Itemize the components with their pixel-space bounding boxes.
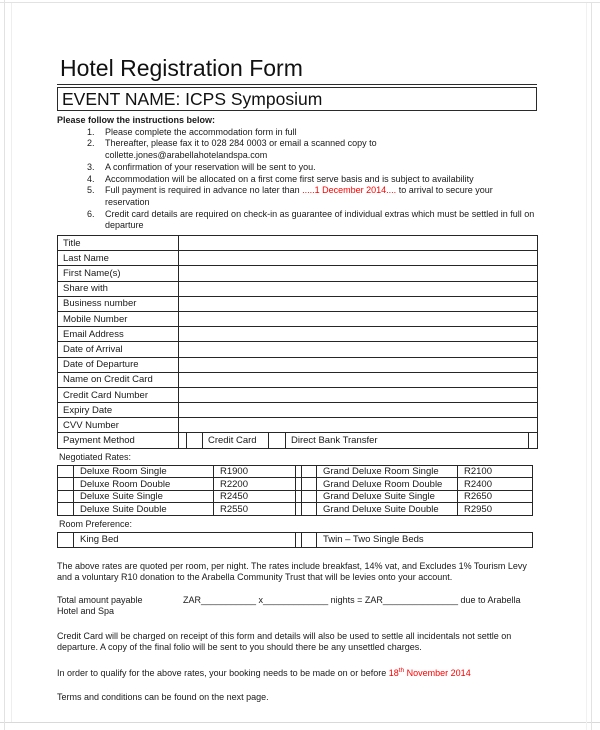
instruction-item	[57, 185, 537, 208]
payment-option-label: Direct Bank Transfer	[286, 433, 529, 448]
form-row-date-of-departure	[58, 357, 538, 372]
qualify-line	[57, 668, 535, 680]
room-checkbox[interactable]	[58, 465, 74, 478]
field-label: First Name(s)	[58, 266, 179, 281]
form-row-payment-method	[58, 433, 538, 448]
item-number: 1.	[87, 126, 95, 137]
item-number: 4.	[87, 173, 95, 184]
business-number-input-cell[interactable]	[179, 296, 538, 311]
room-checkbox[interactable]	[302, 503, 317, 516]
room-rate: R2550	[214, 503, 296, 516]
field-label: Mobile Number	[58, 311, 179, 326]
credit-card-note: Credit Card will be charged on receipt of this form and details will also be used to settle all incidentals not settle on departure. A copy of the final folio will be sent to you should there be any unsettled charges.	[57, 630, 512, 653]
room-checkbox[interactable]	[58, 503, 74, 516]
form-row-last-name	[58, 251, 538, 266]
item-number: 2.	[87, 138, 95, 149]
field-label: Expiry Date	[58, 403, 179, 418]
form-row-name-on-credit-card	[58, 372, 538, 387]
form-row-credit-card-number	[58, 387, 538, 402]
item-text: to arrival to secure your reservation	[105, 185, 493, 207]
item-number: 6.	[87, 208, 95, 219]
total-amount-label: Total amount payable	[57, 594, 143, 605]
room-preference-heading: Room Preference:	[59, 519, 133, 530]
room-rate: R2650	[458, 490, 533, 503]
bed-option-label: King Bed	[74, 533, 296, 548]
credit-card-checkbox[interactable]	[187, 433, 203, 448]
page-edge-bottom	[0, 722, 600, 723]
item-text: Thereafter, please fax it to 028 284 0003 or email a scanned copy to collette.jones@arabellahotelandspa.com	[105, 138, 377, 161]
form-row-email-address	[58, 327, 538, 342]
mobile-number-input-cell[interactable]	[179, 311, 538, 326]
email-address-input-cell[interactable]	[179, 327, 538, 342]
instruction-item	[57, 162, 537, 174]
field-label: Date of Departure	[58, 357, 179, 372]
instruction-item	[57, 174, 537, 186]
item-text: Credit card details are required on check-in as guarantee of individual extras which must be settled in full on departure	[105, 208, 535, 231]
date-of-departure-input-cell[interactable]	[179, 357, 538, 372]
total-amount-line	[57, 595, 535, 607]
instruction-item	[57, 209, 537, 232]
field-label: Email Address	[58, 327, 179, 342]
form-row-cvv-number	[58, 418, 538, 433]
room-name: Grand Deluxe Room Single	[317, 465, 458, 478]
room-name: Deluxe Suite Double	[74, 503, 214, 516]
rates-row	[58, 490, 533, 503]
form-row-date-of-arrival	[58, 342, 538, 357]
room-preference-table	[57, 532, 533, 548]
room-name: Deluxe Suite Single	[74, 490, 214, 503]
last-name-input-cell[interactable]	[179, 251, 538, 266]
room-name: Deluxe Room Single	[74, 465, 214, 478]
rates-note: The above rates are quoted per room, per night. The rates include breakfast, 14% vat, and Excludes 1% Tourism Levy and a voluntary R10 donation to the Arabella Community Trust that will be levies onto your account.	[57, 560, 527, 583]
king-bed-checkbox[interactable]	[58, 533, 74, 548]
form-row-mobile-number	[58, 311, 538, 326]
expiry-date-input-cell[interactable]	[179, 403, 538, 418]
rates-row	[58, 465, 533, 478]
negotiated-rates-heading: Negotiated Rates:	[59, 451, 132, 462]
room-rate: R2200	[214, 478, 296, 491]
room-name: Grand Deluxe Suite Single	[317, 490, 458, 503]
instruction-item	[57, 127, 537, 139]
negotiated-rates-table	[57, 465, 533, 516]
field-label: Last Name	[58, 251, 179, 266]
page-edge-left-inner	[11, 3, 12, 722]
field-label: Credit Card Number	[58, 387, 179, 402]
registration-form-table	[57, 235, 538, 449]
item-number: 3.	[87, 161, 95, 172]
field-label: CVV Number	[58, 418, 179, 433]
room-checkbox[interactable]	[58, 490, 74, 503]
total-amount-blanks[interactable]: ZAR___________ x_____________ nights = ZAR_______________ due to Arabella	[183, 594, 521, 605]
item-number: 5.	[87, 185, 95, 196]
room-rate: R2400	[458, 478, 533, 491]
twin-beds-checkbox[interactable]	[302, 533, 317, 548]
field-label: Business number	[58, 296, 179, 311]
form-row-expiry-date	[58, 403, 538, 418]
form-row-business-number	[58, 296, 538, 311]
event-name-banner: EVENT NAME: ICPS Symposium	[57, 87, 537, 111]
spacer-cell	[529, 433, 538, 448]
room-rate: R2100	[458, 465, 533, 478]
form-row-share-with	[58, 281, 538, 296]
date-of-arrival-input-cell[interactable]	[179, 342, 538, 357]
spacer-cell	[179, 433, 187, 448]
bed-option-label: Twin – Two Single Beds	[317, 533, 533, 548]
share-with-input-cell[interactable]	[179, 281, 538, 296]
field-label: Name on Credit Card	[58, 372, 179, 387]
field-label: Share with	[58, 281, 179, 296]
rates-row	[58, 478, 533, 491]
field-label: Payment Method	[58, 433, 179, 448]
qualify-text: In order to qualify for the above rates, your booking needs to be made on or before	[57, 667, 389, 678]
room-checkbox[interactable]	[302, 490, 317, 503]
item-text: Full payment is required in advance no later than	[105, 185, 303, 196]
terms-note: Terms and conditions can be found on the next page.	[57, 692, 269, 703]
cvv-number-input-cell[interactable]	[179, 418, 538, 433]
page-edge-left	[4, 0, 5, 730]
room-name: Grand Deluxe Suite Double	[317, 503, 458, 516]
room-checkbox[interactable]	[58, 478, 74, 491]
room-rate: R1900	[214, 465, 296, 478]
payment-option-label: Credit Card	[203, 433, 269, 448]
payment-deadline-date: .....1 December 2014....	[302, 185, 397, 196]
room-rate: R2950	[458, 503, 533, 516]
credit-card-number-input-cell[interactable]	[179, 387, 538, 402]
field-label: Title	[58, 236, 179, 251]
room-preference-row	[58, 533, 533, 548]
instructions	[57, 115, 537, 232]
form-row-title	[58, 236, 538, 251]
title-input-cell[interactable]	[179, 236, 538, 251]
item-text: Please complete the accommodation form in full	[105, 126, 297, 137]
total-amount-line2: Hotel and Spa	[57, 606, 115, 617]
room-checkbox[interactable]	[302, 478, 317, 491]
room-name: Deluxe Room Double	[74, 478, 214, 491]
page-edge-right	[591, 3, 592, 730]
page-edge-top	[0, 2, 600, 3]
name-on-credit-card-input-cell[interactable]	[179, 372, 538, 387]
page-title: Hotel Registration Form	[57, 54, 537, 85]
first-names-input-cell[interactable]	[179, 266, 538, 281]
page-edge-right-inner	[586, 3, 587, 730]
form-row-first-names	[58, 266, 538, 281]
direct-bank-transfer-checkbox[interactable]	[269, 433, 286, 448]
instructions-heading: Please follow the instructions below:	[57, 115, 216, 125]
field-label: Date of Arrival	[58, 342, 179, 357]
room-rate: R2450	[214, 490, 296, 503]
rates-row	[58, 503, 533, 516]
room-checkbox[interactable]	[302, 465, 317, 478]
item-text: Accommodation will be allocated on a first come first serve basis and is subject to availability	[105, 173, 474, 184]
instruction-item	[57, 138, 537, 161]
booking-deadline-date: 18th November 2014	[388, 666, 471, 678]
room-name: Grand Deluxe Room Double	[317, 478, 458, 491]
item-text: A confirmation of your reservation will be sent to you.	[105, 161, 316, 172]
